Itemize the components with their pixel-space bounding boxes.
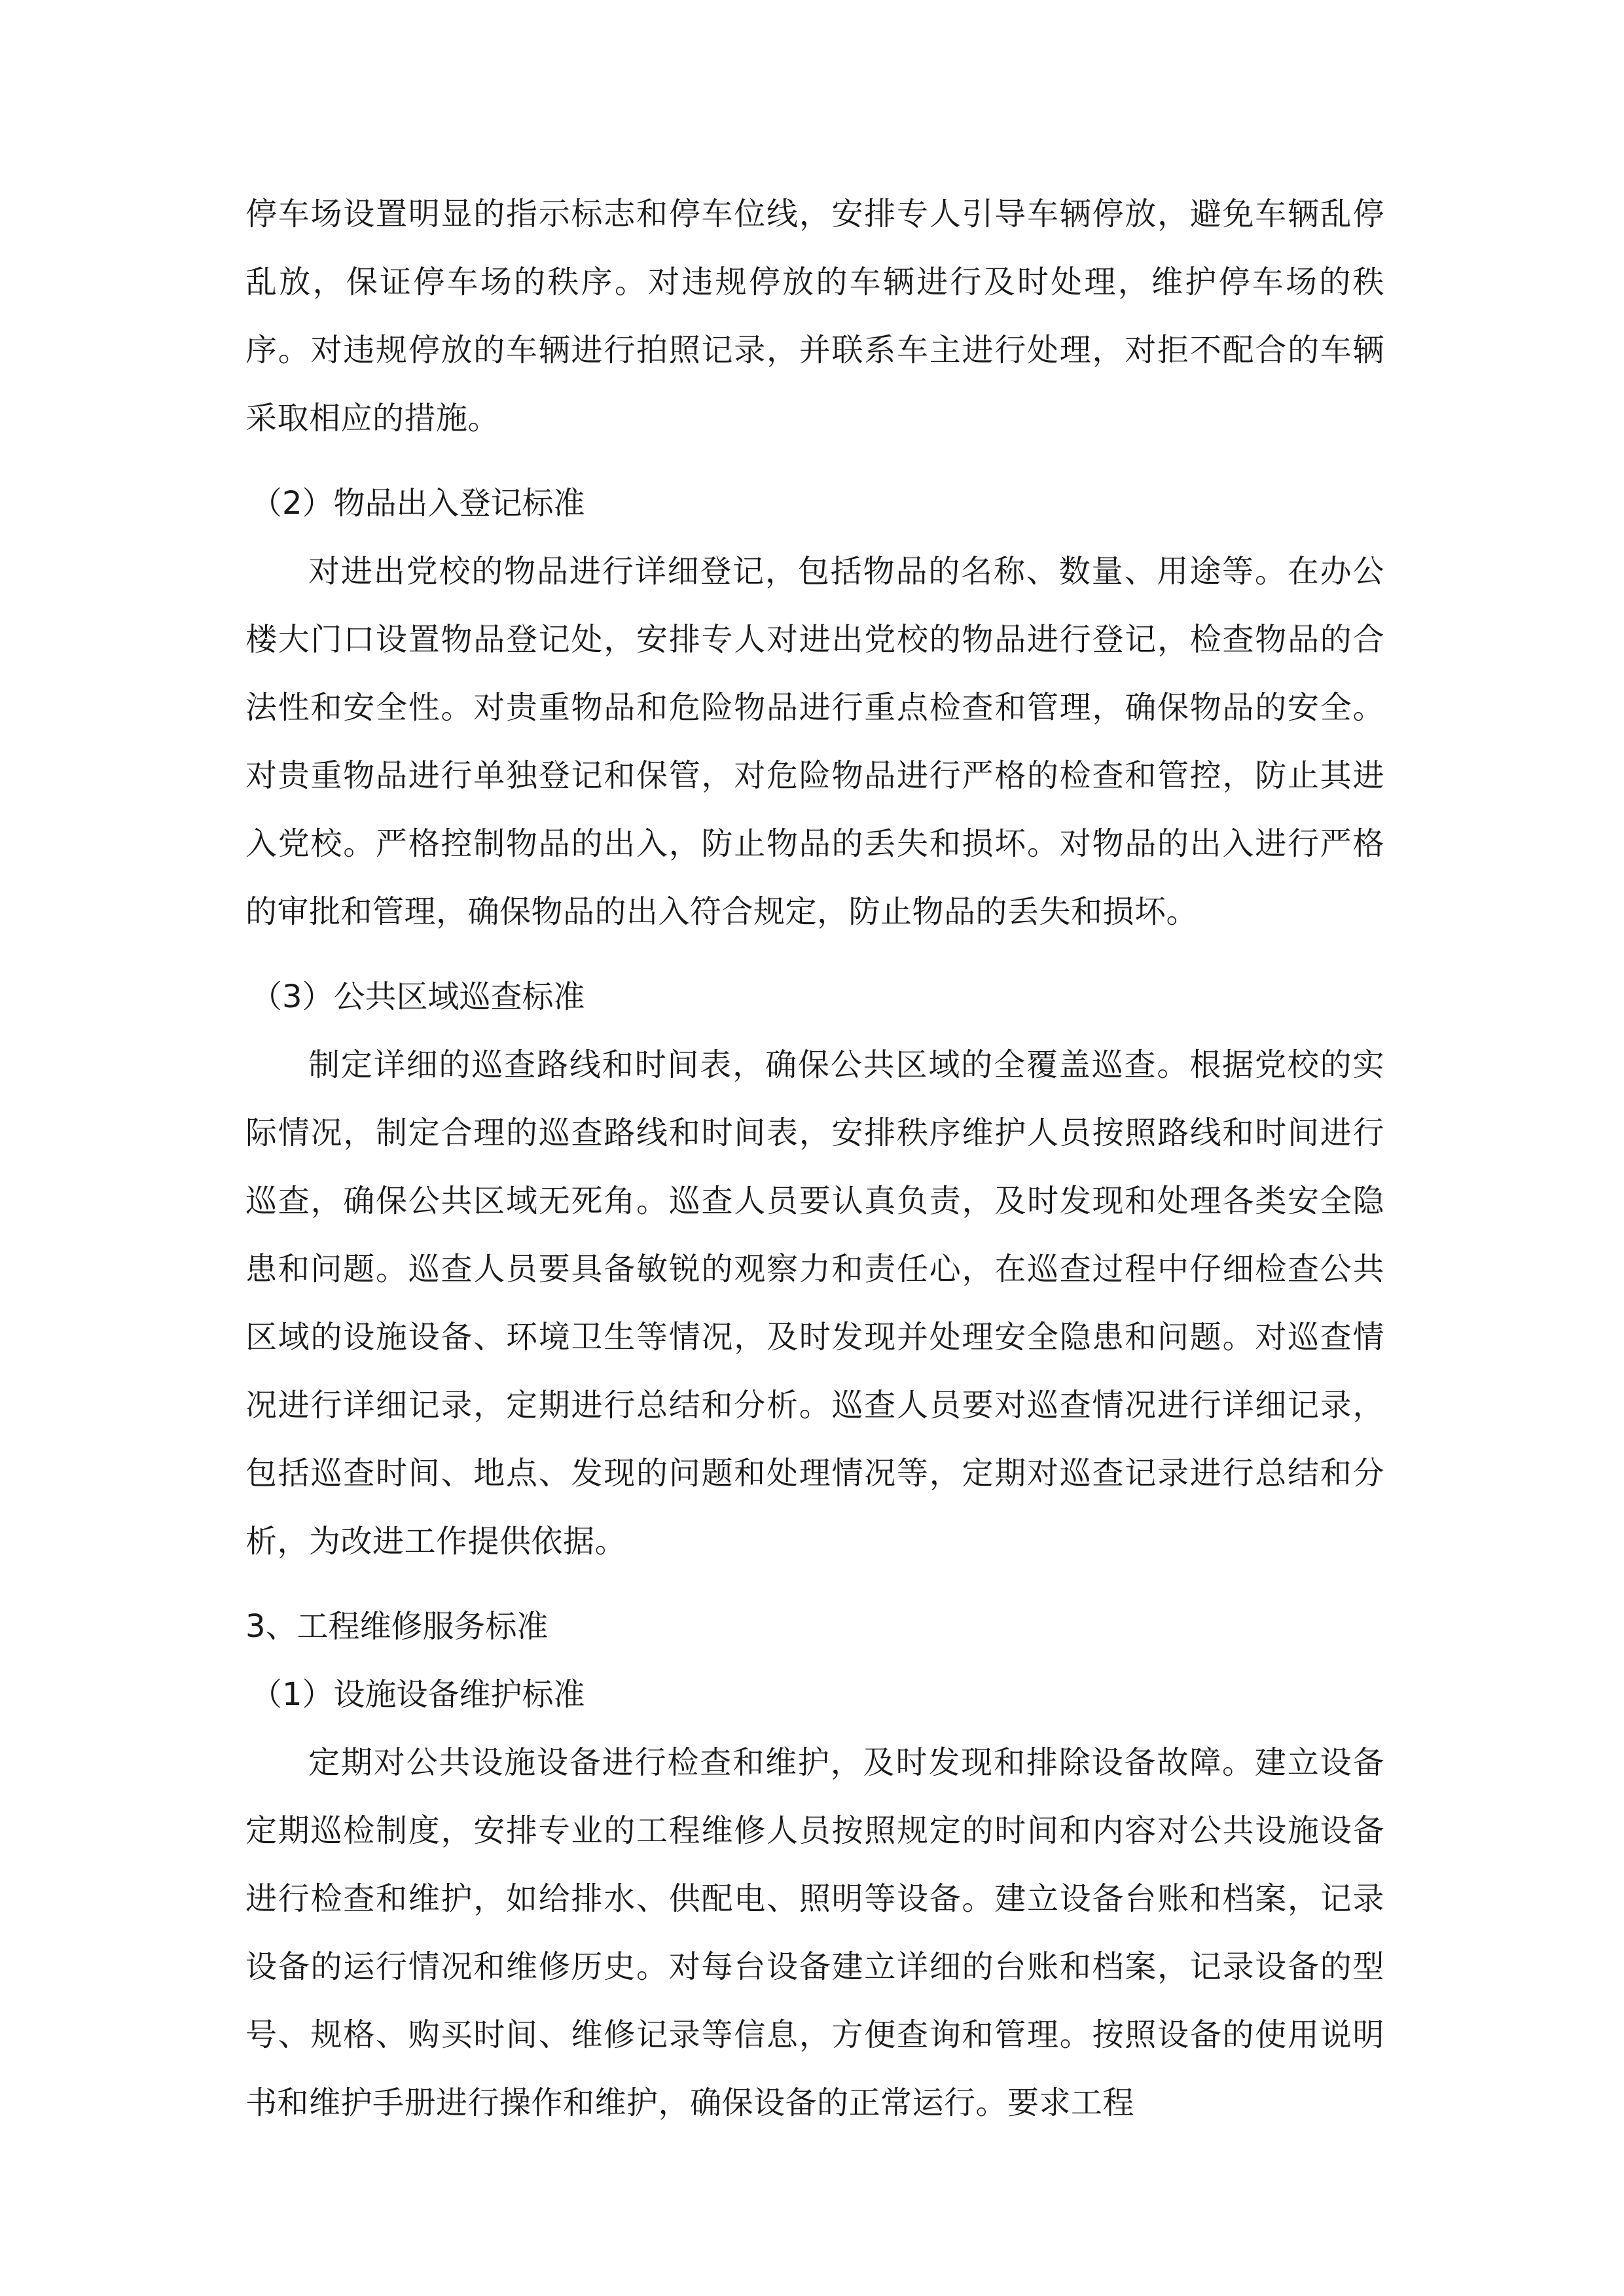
spacer	[245, 946, 1384, 963]
heading-facility-maintenance: （1）设施设备维护标准	[251, 1676, 585, 1713]
document-body	[245, 180, 1384, 2137]
paragraph-facility-maintenance: 定期对公共设施设备进行检查和维护，及时发现和排除设备故障。建立设备定期巡检制度，安排专业的工程维修人员按照规定的时间和内容对公共设施设备进行检查和维护，如给排水、供配电、照明等设备。建立设备台账和档案，记录设备的运行情况和维修历史。对每台设备建立详细的台账和档案，记录设备的型号、规格、购买时间、维修记录等信息，方便查询和管理。按照设备的使用说明书和维护手册进行操作和维护，确保设备的正常运行。要求工程	[245, 1744, 1384, 2121]
paragraph-item-registration: 对进出党校的物品进行详细登记，包括物品的名称、数量、用途等。在办公楼大门口设置物品登记处，安排专人对进出党校的物品进行登记，检查物品的合法性和安全性。对贵重物品和危险物品进行重点检查和管理，确保物品的安全。对贵重物品进行单独登记和保管，对危险物品进行严格的检查和管控，防止其进入党校。严格控制物品的出入，防止物品的丢失和损坏。对物品的出入进行严格的审批和管理，确保物品的出入符合规定，防止物品的丢失和损坏。	[245, 553, 1384, 930]
heading-item-registration: （2）物品出入登记标准	[251, 485, 585, 522]
spacer	[245, 1575, 1384, 1592]
section-heading-engineering: 3、工程维修服务标准	[245, 1608, 549, 1645]
spacer	[245, 452, 1384, 469]
paragraph-public-area-patrol: 制定详细的巡查路线和时间表，确保公共区域的全覆盖巡查。根据党校的实际情况，制定合理的巡查路线和时间表，安排秩序维护人员按照路线和时间进行巡查，确保公共区域无死角。巡查人员要认真负责，及时发现和处理各类安全隐患和问题。巡查人员要具备敏锐的观察力和责任心，在巡查过程中仔细检查公共区域的设施设备、环境卫生等情况，及时发现并处理安全隐患和问题。对巡查情况进行详细记录，定期进行总结和分析。巡查人员要对巡查情况进行详细记录，包括巡查时间、地点、发现的问题和处理情况等，定期对巡查记录进行总结和分析，为改进工作提供依据。	[245, 1047, 1384, 1560]
heading-public-area-patrol: （3）公共区域巡查标准	[251, 978, 585, 1015]
paragraph-parking: 停车场设置明显的指示标志和停车位线，安排专人引导车辆停放，避免车辆乱停乱放，保证停车场的秩序。对违规停放的车辆进行及时处理，维护停车场的秩序。对违规停放的车辆进行拍照记录，并联系车主进行处理，对拒不配合的车辆采取相应的措施。	[245, 196, 1384, 437]
